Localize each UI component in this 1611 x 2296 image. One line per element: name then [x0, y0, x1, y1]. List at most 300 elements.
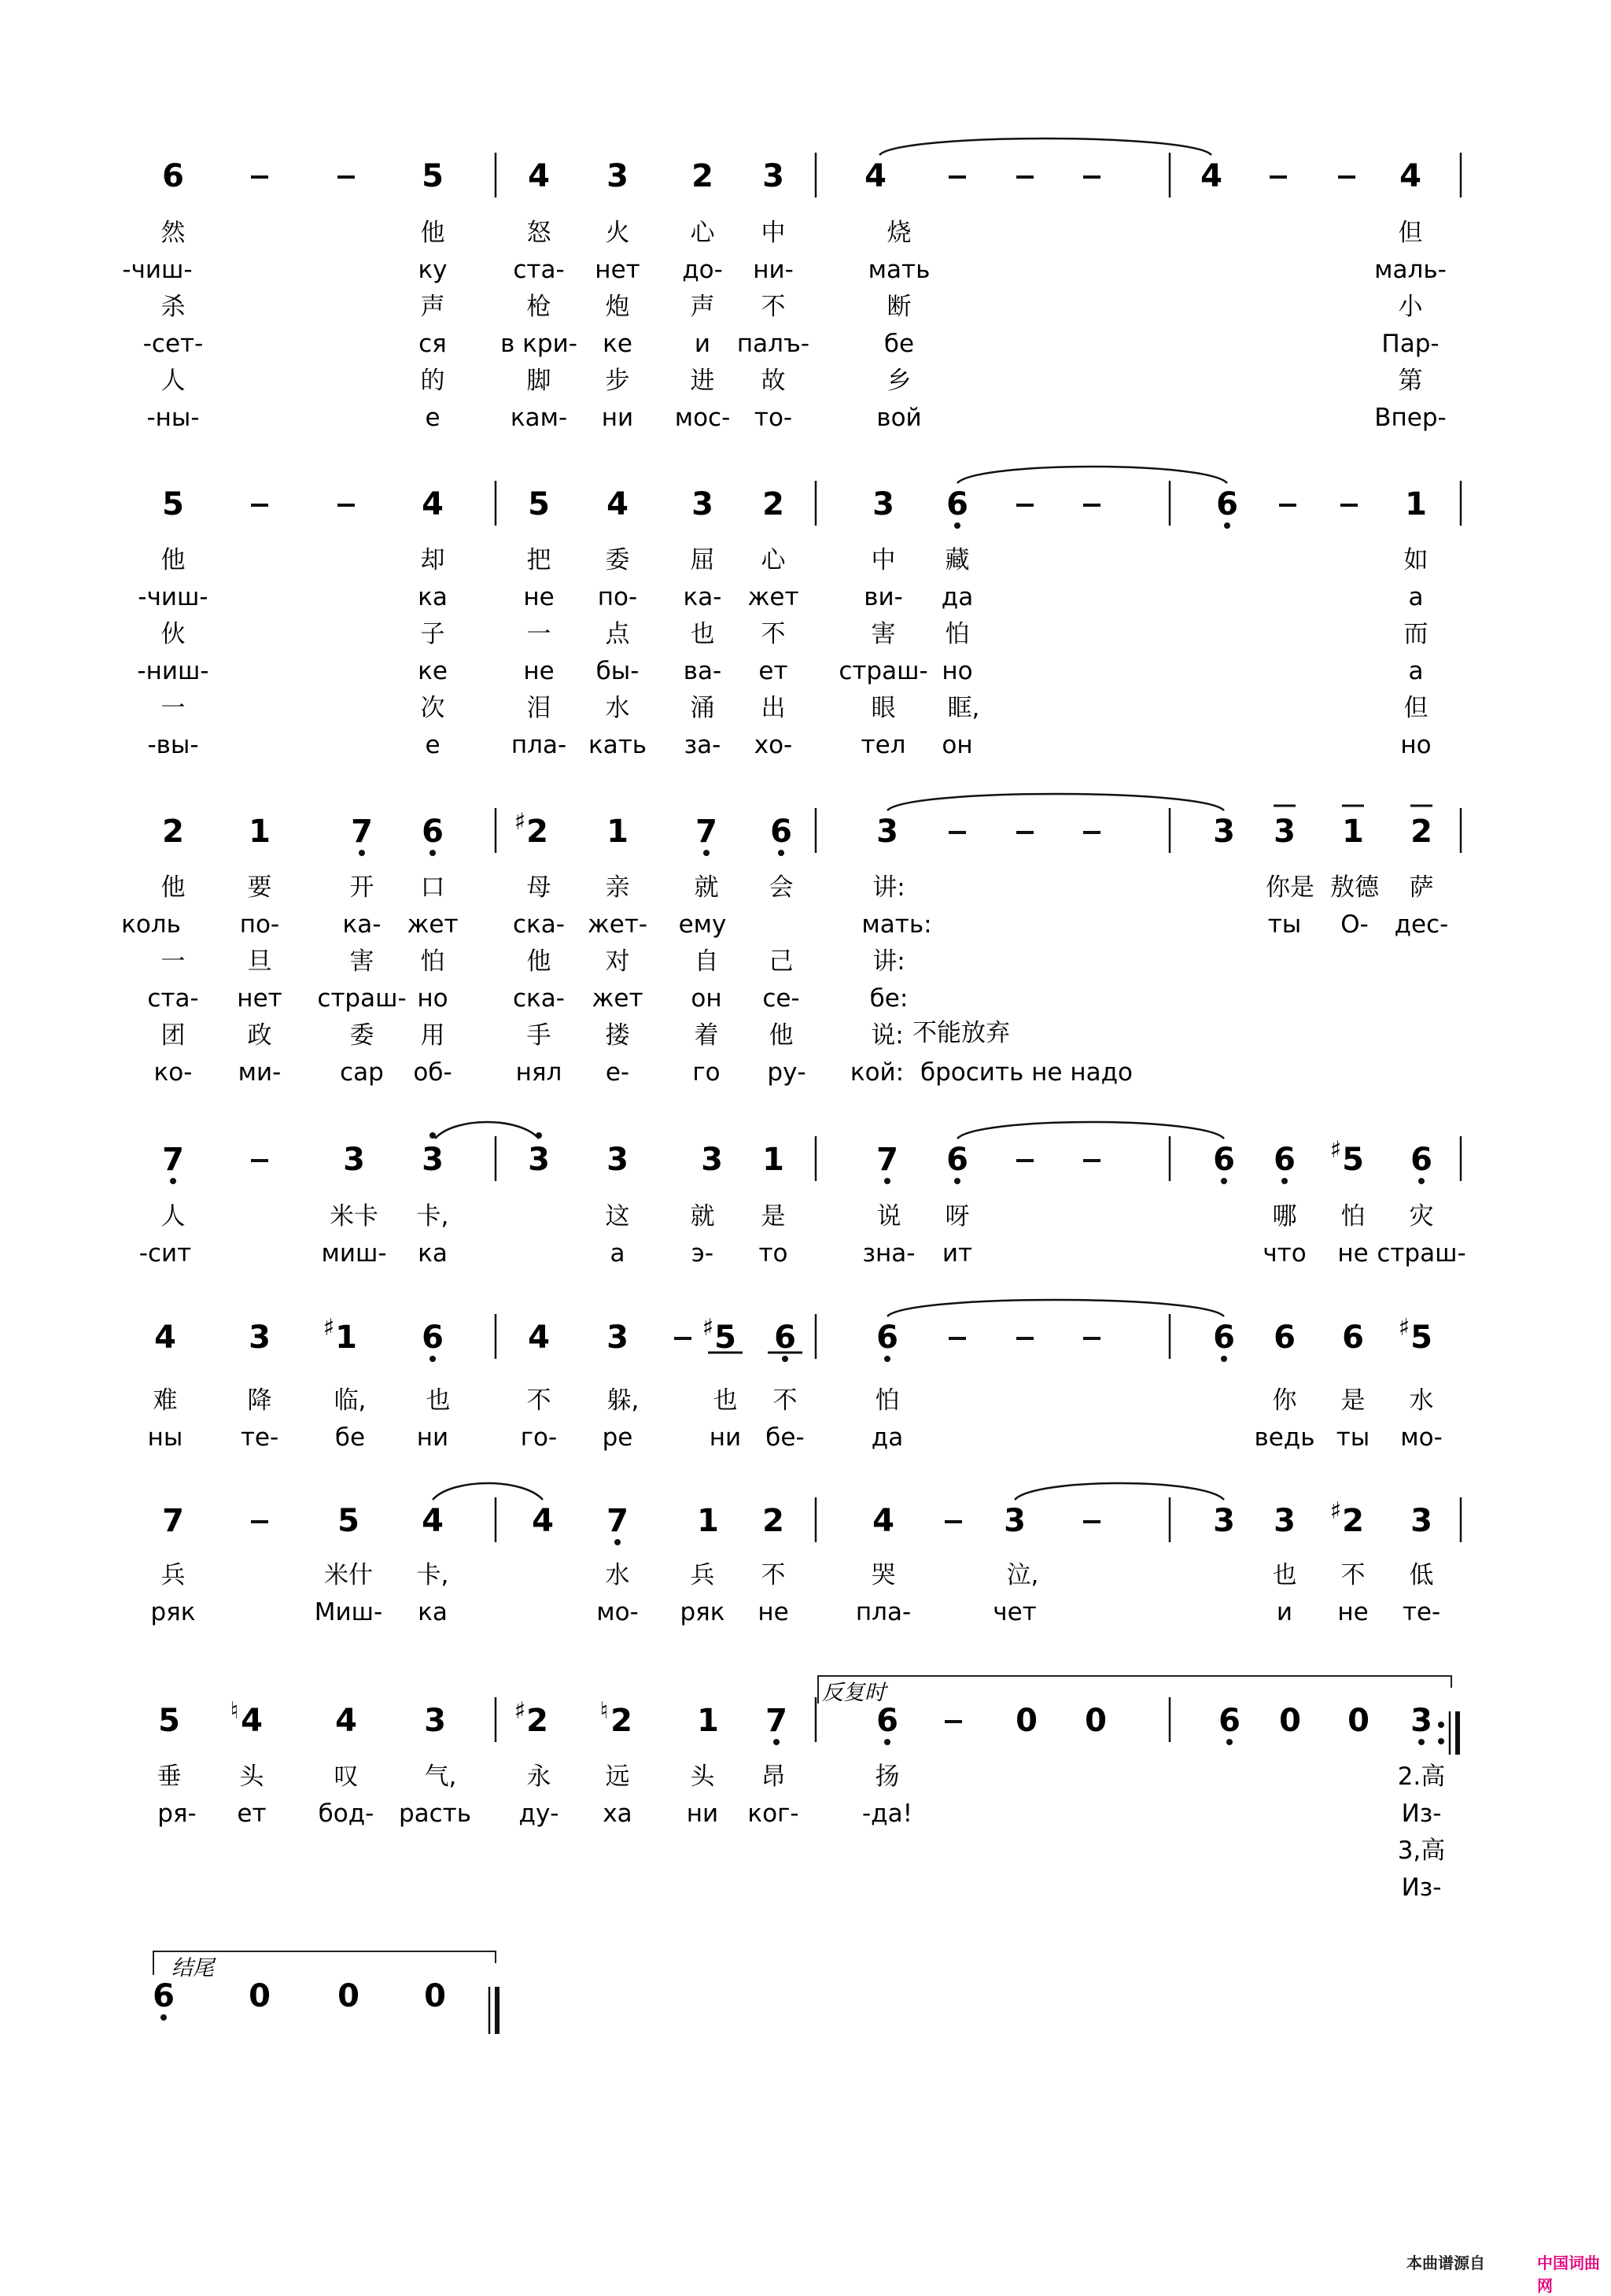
lyric-syllable: а [610, 1239, 625, 1268]
lyric-syllable: 进 [690, 367, 715, 395]
lyric-syllable: 旦 [247, 947, 272, 976]
note: 6 [876, 1703, 898, 1739]
lyric-syllable: коль [121, 910, 181, 939]
slur [435, 1122, 539, 1139]
lyric-syllable: ке [603, 330, 632, 358]
lyric-syllable: ста- [513, 256, 565, 284]
note: 5 [337, 1503, 359, 1539]
lyric-syllable: 讲: [872, 947, 905, 976]
lyric-syllable: 萨 [1409, 873, 1434, 902]
lyric-syllable: 垂 [157, 1763, 182, 1791]
lyric-syllable: ведь [1254, 1423, 1315, 1452]
low-octave-dot [782, 1356, 788, 1362]
note: 2 [526, 814, 548, 850]
lyric-syllable: мо- [596, 1598, 639, 1626]
lyric-syllable: 低 [1409, 1561, 1434, 1589]
lyric-syllable: ка- [342, 910, 382, 939]
note: 5 [1410, 1320, 1432, 1356]
accidental: ♯ [1329, 1497, 1342, 1525]
lyric-syllable: ста- [147, 984, 199, 1013]
note: 2 [610, 1703, 632, 1739]
note: 7 [162, 1142, 184, 1178]
note: 6 [774, 1320, 796, 1356]
lyric-syllable: мос- [674, 404, 731, 432]
lyric-syllable: бе: [869, 984, 909, 1013]
low-octave-dot [1221, 1356, 1227, 1362]
lyric-syllable: пла- [511, 731, 567, 759]
lyric-syllable: 委 [605, 546, 630, 574]
note: 3 [1213, 1503, 1235, 1539]
low-octave-dot [778, 850, 784, 856]
slur [957, 1122, 1224, 1139]
final-barline [489, 1987, 497, 2034]
lyric-syllable: бе [883, 330, 915, 358]
slur [957, 467, 1227, 483]
lyric-syllable: ру- [767, 1058, 806, 1087]
lyric-syllable: жет- [587, 910, 648, 939]
lyric-syllable: 团 [160, 1021, 186, 1050]
slur [433, 1483, 543, 1500]
lyric-syllable: -ны- [146, 404, 200, 432]
note: 3 [691, 486, 713, 522]
note: 1 [697, 1703, 719, 1739]
note: 0 [1279, 1703, 1301, 1739]
footer-source-label: 本曲谱源自 [1406, 2254, 1485, 2272]
lyric-syllable: 他 [526, 947, 551, 976]
note: 0 [1347, 1703, 1370, 1739]
note: 0 [1016, 1703, 1038, 1739]
lyric-syllable: в кри- [500, 330, 577, 358]
lyric-syllable: 也 [690, 620, 715, 648]
lyric-syllable: О- [1340, 910, 1369, 939]
lyric-syllable: 故 [761, 367, 786, 395]
note: 3 [1213, 814, 1235, 850]
lyric-syllable: 怕 [945, 620, 970, 648]
volta-ending-label: 结尾 [171, 1956, 214, 1980]
note: 5 [1342, 1142, 1364, 1178]
note: 6 [422, 814, 444, 850]
note: 2 [526, 1703, 548, 1739]
lyric-syllable: что [1263, 1239, 1307, 1268]
lyric-syllable: 不 [526, 1386, 551, 1415]
lyric-syllable: и [694, 330, 711, 358]
low-octave-dot [1221, 1178, 1227, 1184]
note: 4 [335, 1703, 357, 1739]
lyric-syllable: 自 [694, 947, 719, 976]
note: 6 [946, 486, 968, 522]
lyric-syllable: ит [942, 1239, 973, 1268]
note: 7 [351, 814, 373, 850]
lyric-syllable: 第 [1398, 367, 1423, 395]
note: 3 [606, 1320, 629, 1356]
lyric-syllable: ви- [864, 583, 903, 611]
lyric-syllable: Пар- [1381, 330, 1440, 358]
lyric-syllable: страш- [1377, 1239, 1466, 1268]
lyrics-layer [121, 219, 1466, 1902]
lyric-syllable: расть [398, 1800, 472, 1828]
lyric-syllable: бе- [765, 1423, 805, 1452]
lyric-syllable: кой: [850, 1058, 905, 1087]
lyric-syllable: -вы- [147, 731, 199, 759]
note: 4 [606, 486, 629, 522]
note: 6 [1410, 1142, 1432, 1178]
low-octave-dot [884, 1739, 890, 1745]
lyric-syllable: пла- [855, 1598, 912, 1626]
lyric-syllable: -сит [138, 1239, 192, 1268]
note: 6 [422, 1320, 444, 1356]
lyric-syllable: 临, [334, 1386, 367, 1415]
lyric-syllable: ны [147, 1423, 183, 1452]
note: 6 [1274, 1320, 1296, 1356]
lyric-syllable: он [942, 731, 973, 759]
note: 6 [1216, 486, 1238, 522]
lyric-syllable: а [1408, 657, 1424, 685]
note: 4 [532, 1503, 554, 1539]
footer-site-link[interactable]: 中国词曲网 [1537, 2254, 1600, 2295]
lyric-syllable: 枪 [526, 293, 551, 321]
low-octave-dot [954, 522, 960, 529]
lyric-syllable: 一 [160, 694, 186, 722]
lyric-syllable: 会 [769, 873, 794, 902]
lyric-syllable: тел [861, 731, 906, 759]
lyric-syllable: 他 [160, 546, 186, 574]
lyric-syllable: ему [678, 910, 727, 939]
lyric-syllable: 声 [690, 293, 715, 321]
note: 3 [343, 1142, 365, 1178]
lyric-syllable: 水 [605, 694, 630, 722]
note: 3 [1004, 1503, 1026, 1539]
lyric-syllable: 也 [426, 1386, 451, 1415]
accidental: ♯ [702, 1314, 714, 1342]
lyric-syllable: 躲, [606, 1386, 640, 1415]
lyric-syllable: 敖德 [1330, 873, 1379, 902]
lyric-syllable: но [1400, 731, 1432, 759]
note: 4 [872, 1503, 894, 1539]
lyric-syllable: да [871, 1423, 904, 1452]
lyric-syllable: 是 [761, 1202, 786, 1231]
lyric-syllable: чет [993, 1598, 1037, 1626]
lyric-syllable: 人 [160, 367, 186, 395]
lyric-syllable: 中 [761, 219, 786, 247]
lyric-syllable: 不 [761, 620, 786, 648]
lyric-syllable: е [425, 731, 441, 759]
lyric-syllable: 委 [349, 1021, 374, 1050]
lyric-syllable: ка [418, 1598, 448, 1626]
note: 7 [695, 814, 717, 850]
repeat-volta-bracket [818, 1676, 1451, 1705]
lyric-syllable: Из- [1401, 1800, 1442, 1828]
lyric-syllable: 政 [247, 1021, 272, 1050]
lyric-syllable: жет [592, 984, 643, 1013]
note: 7 [765, 1703, 787, 1739]
lyric-syllable: кать [588, 731, 647, 759]
lyric-syllable: по- [597, 583, 638, 611]
lyric-syllable: 手 [526, 1021, 551, 1050]
lyric-syllable: е- [605, 1058, 630, 1087]
lyric-syllable: 卡, [416, 1202, 449, 1231]
lyric-phrase: бросить не надо [920, 1058, 1133, 1087]
lyric-syllable: бы- [595, 657, 640, 685]
lyric-syllable: 但 [1398, 219, 1423, 247]
note: 2 [762, 486, 784, 522]
lyric-syllable: 你是 [1266, 873, 1314, 902]
lyric-syllable: 他 [769, 1021, 794, 1050]
low-octave-dot [170, 1178, 176, 1184]
note: 5 [162, 486, 184, 522]
note: 2 [162, 814, 184, 850]
lyric-syllable: ва- [683, 657, 722, 685]
low-octave-dot [1226, 1739, 1233, 1745]
lyric-syllable: 小 [1398, 293, 1423, 321]
lyric-syllable: -чиш- [138, 583, 208, 611]
note: 4 [528, 158, 550, 194]
low-octave-dot [773, 1739, 780, 1745]
lyric-syllable: нял [515, 1058, 562, 1087]
lyric-syllable: а [1408, 583, 1424, 611]
lyric-syllable: до- [682, 256, 723, 284]
lyric-syllable: мать: [861, 910, 932, 939]
lyric-syllable: нет [595, 256, 640, 284]
slur [887, 1300, 1224, 1316]
lyric-syllable: 远 [605, 1763, 630, 1791]
low-octave-dot [359, 850, 365, 856]
note: 6 [1218, 1703, 1241, 1739]
lyric-syllable: ет [758, 657, 788, 685]
lyric-syllable: ду- [518, 1800, 559, 1828]
note: 1 [1405, 486, 1427, 522]
lyric-syllable: 把 [526, 546, 551, 574]
note: 2 [762, 1503, 784, 1539]
note: 5 [528, 486, 550, 522]
lyric-syllable: 眼 [871, 694, 896, 722]
note: 1 [249, 814, 271, 850]
lyric-syllable: 降 [247, 1386, 272, 1415]
lyric-syllable: 火 [605, 219, 630, 247]
note: 1 [1342, 814, 1364, 850]
lyric-syllable: 一 [160, 947, 186, 976]
note: 4 [241, 1703, 263, 1739]
lyric-syllable: 口 [420, 873, 445, 902]
note: 3 [249, 1320, 271, 1356]
lyric-syllable: 怒 [526, 219, 551, 247]
lyric-syllable: бе [334, 1423, 366, 1452]
lyric-syllable: 对 [605, 947, 630, 976]
lyric-syllable: 人 [160, 1202, 186, 1231]
lyric-syllable: э- [691, 1239, 714, 1268]
lyric-syllable: бод- [318, 1800, 374, 1828]
lyric-syllable: ни [416, 1423, 449, 1452]
lyric-syllable: миш- [321, 1239, 387, 1268]
lyric-syllable: ска- [513, 910, 565, 939]
note: 1 [697, 1503, 719, 1539]
lyric-syllable: ты [1267, 910, 1302, 939]
lyric-syllable: 讲: [872, 873, 905, 902]
lyric-syllable: 心 [690, 219, 715, 247]
lyric-syllable: 然 [160, 219, 186, 247]
lyric-syllable: дес- [1394, 910, 1449, 939]
note: 0 [249, 1978, 271, 2014]
lyric-syllable: палъ- [736, 330, 810, 358]
lyric-syllable: ни [686, 1800, 719, 1828]
lyric-syllable: за- [684, 731, 721, 759]
lyric-syllable: 乡 [887, 367, 912, 395]
note: 7 [876, 1142, 898, 1178]
accidental: ♯ [514, 1697, 526, 1725]
lyric-syllable: ся [418, 330, 447, 358]
note: 0 [337, 1978, 359, 2014]
note: 7 [162, 1503, 184, 1539]
lyric-syllable: 子 [420, 620, 445, 648]
lyric-syllable: 头 [690, 1763, 715, 1791]
lyric-syllable: 说 [876, 1202, 901, 1231]
accidental: ♮ [599, 1697, 609, 1725]
lyric-syllable: ка- [683, 583, 722, 611]
lyric-syllable: ку [418, 256, 448, 284]
low-octave-dot [954, 1178, 960, 1184]
note: 3 [422, 1142, 444, 1178]
note: 6 [946, 1142, 968, 1178]
low-octave-dot [614, 1539, 621, 1545]
lyric-syllable: -да! [861, 1800, 913, 1828]
lyric-syllable: 声 [420, 293, 445, 321]
note: 3 [701, 1142, 723, 1178]
lyric-syllable: 气, [424, 1763, 457, 1791]
lyric-syllable: 次 [420, 694, 445, 722]
lyric-syllable: ряк [150, 1598, 196, 1626]
note: 2 [1410, 814, 1432, 850]
lyric-syllable: ка [418, 583, 448, 611]
lyric-syllable: 不 [761, 1561, 786, 1589]
note: 4 [422, 1503, 444, 1539]
accidental: ♯ [323, 1314, 335, 1342]
lyric-syllable: 害 [349, 947, 374, 976]
lyric-syllable: 昂 [761, 1763, 786, 1791]
note: 1 [335, 1320, 357, 1356]
note: 4 [1200, 158, 1222, 194]
slur [1015, 1483, 1224, 1500]
note: 3 [1274, 1503, 1296, 1539]
lyric-syllable: 哭 [871, 1561, 896, 1589]
lyric-syllable: 母 [526, 873, 551, 902]
lyric-syllable: 脚 [526, 367, 551, 395]
lyric-syllable: 他 [420, 219, 445, 247]
lyric-syllable: 兵 [160, 1561, 186, 1589]
lyric-syllable: -ниш- [137, 657, 209, 685]
lyric-syllable: ска- [513, 984, 565, 1013]
note: 3 [762, 158, 784, 194]
lyric-syllable: Из- [1401, 1873, 1442, 1902]
lyric-phrase: 不能放弃 [912, 1019, 1010, 1047]
lyric-syllable: то- [754, 404, 793, 432]
lyric-syllable: 搂 [605, 1021, 630, 1050]
lyric-syllable: 灾 [1409, 1202, 1434, 1231]
lyric-syllable: 害 [871, 620, 896, 648]
note: 4 [422, 486, 444, 522]
lyric-syllable: 2.高 [1397, 1763, 1446, 1791]
lyric-syllable: 却 [420, 546, 445, 574]
lyric-syllable: 杀 [160, 293, 186, 321]
note: 2 [1342, 1503, 1364, 1539]
lyric-syllable: те- [240, 1423, 279, 1452]
lyric-syllable: 水 [605, 1561, 630, 1589]
lyric-syllable: ке [418, 657, 448, 685]
lyric-syllable: 也 [713, 1386, 738, 1415]
lyric-syllable: не [523, 657, 555, 685]
note: 6 [1274, 1142, 1296, 1178]
ending-volta-bracket [153, 1951, 496, 1980]
lyric-syllable: 断 [887, 293, 912, 321]
lyric-syllable: ет [237, 1800, 267, 1828]
lyric-syllable: 心 [761, 546, 786, 574]
lyric-syllable: да [941, 583, 974, 611]
lyric-syllable: ни- [753, 256, 794, 284]
lyric-syllable: 一 [526, 620, 551, 648]
lyric-syllable: и [1276, 1598, 1293, 1626]
lyric-syllable: 怕 [1340, 1202, 1366, 1231]
note: 4 [154, 1320, 176, 1356]
note: 4 [528, 1320, 550, 1356]
note: 5 [714, 1320, 736, 1356]
lyric-syllable: 不 [761, 293, 786, 321]
note: 3 [606, 158, 629, 194]
lyric-syllable: 水 [1409, 1386, 1434, 1415]
lyric-syllable: по- [239, 910, 280, 939]
end-repeat-sign [1438, 1711, 1458, 1755]
lyric-syllable: 叹 [334, 1763, 359, 1791]
low-octave-dot [703, 850, 710, 856]
note: 6 [162, 158, 184, 194]
lyric-syllable: 怕 [420, 947, 445, 976]
note: 0 [1085, 1703, 1107, 1739]
low-octave-dot [884, 1356, 890, 1362]
accidental: ♯ [514, 808, 526, 836]
lyric-syllable: зна- [862, 1239, 916, 1268]
note: 4 [864, 158, 887, 194]
lyric-syllable: 米卡 [330, 1202, 378, 1231]
lyric-syllable: 3,高 [1397, 1836, 1446, 1865]
lyric-syllable: ко- [153, 1058, 193, 1087]
lyric-syllable: 开 [349, 873, 374, 902]
lyric-syllable: 要 [247, 873, 272, 902]
note: 5 [422, 158, 444, 194]
note: 2 [691, 158, 713, 194]
low-octave-dot [1281, 1178, 1288, 1184]
lyric-syllable: ми- [238, 1058, 282, 1087]
lyric-syllable: 这 [605, 1202, 630, 1231]
lyric-syllable: кам- [510, 404, 568, 432]
low-octave-dot [429, 1356, 436, 1362]
lyric-syllable: 呀 [945, 1202, 970, 1231]
lyric-syllable: 就 [694, 873, 719, 902]
lyric-syllable: ни [709, 1423, 742, 1452]
lyric-syllable: 亲 [605, 873, 630, 902]
low-octave-dot [1418, 1739, 1425, 1745]
lyric-syllable: 也 [1272, 1561, 1297, 1589]
lyric-syllable: Миш- [314, 1598, 383, 1626]
lyric-syllable: страш- [317, 984, 407, 1013]
note: 3 [1410, 1703, 1432, 1739]
lyric-syllable: хо- [754, 731, 793, 759]
accidental: ♮ [230, 1697, 239, 1725]
low-octave-dot [884, 1178, 890, 1184]
lyric-syllable: 如 [1403, 546, 1429, 574]
lyric-syllable: 着 [694, 1021, 719, 1050]
lyric-syllable: -сет- [142, 330, 204, 358]
lyric-syllable: 伙 [160, 620, 186, 648]
note: 3 [424, 1703, 446, 1739]
lyric-syllable: ты [1336, 1423, 1370, 1452]
lyric-syllable: 怕 [875, 1386, 900, 1415]
